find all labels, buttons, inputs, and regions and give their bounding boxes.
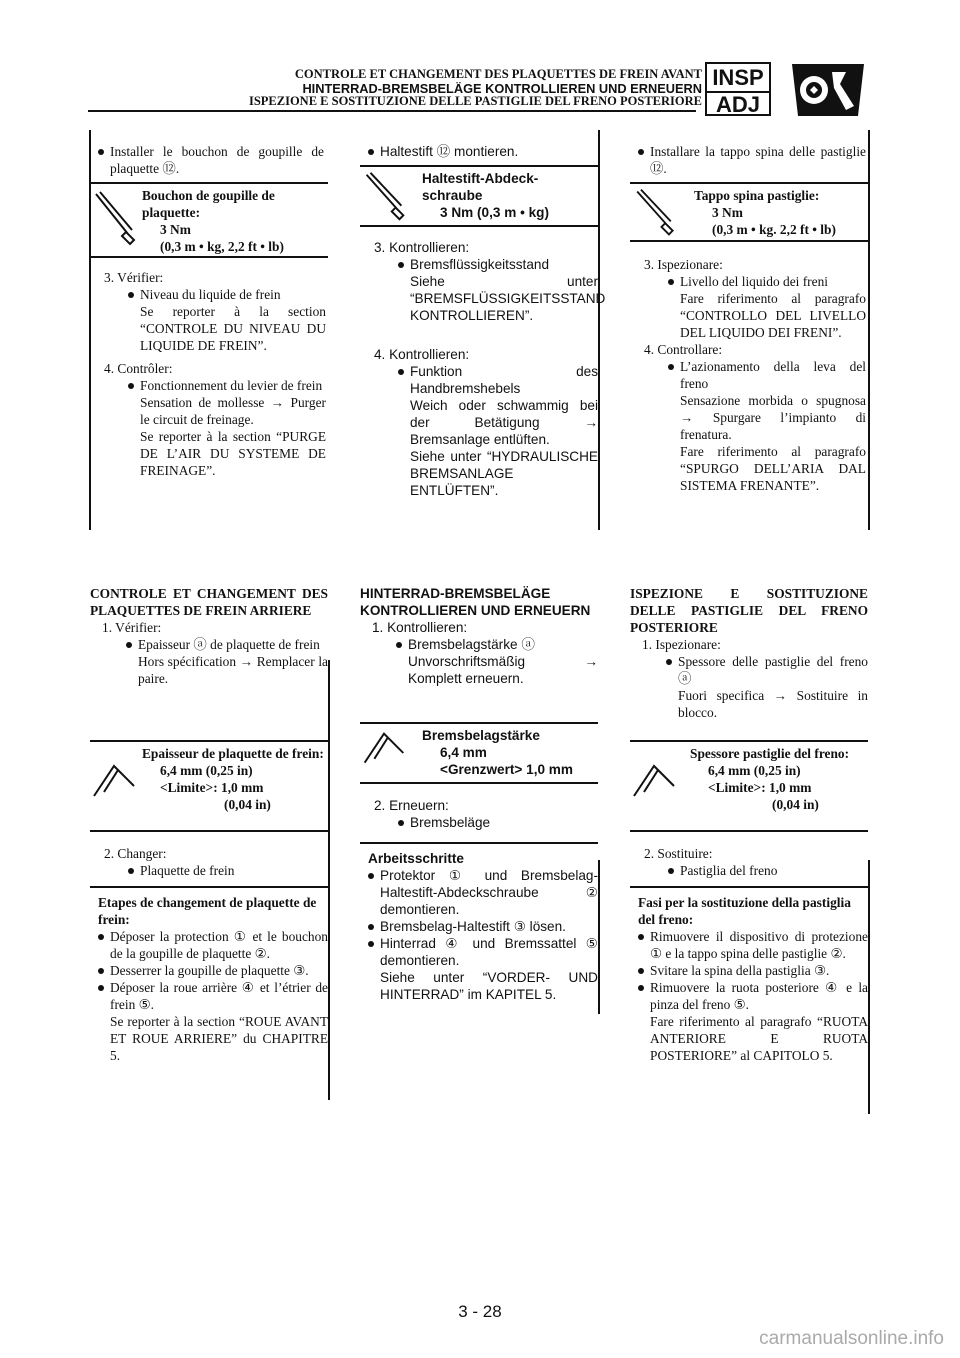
insp-adj-badge bbox=[705, 62, 771, 116]
fr-spec-torque bbox=[90, 182, 328, 258]
fr-rear-s1-bullet: Epaisseur ⓐ de plaquette de frein bbox=[126, 636, 328, 653]
fr-top-column bbox=[98, 143, 324, 177]
it-rear-spec-val2: <Limite>: 1,0 mm bbox=[708, 780, 812, 795]
de-proc-b3: Hinterrad ④ und Bremssattel ⑤ demontieren. bbox=[368, 935, 598, 969]
de-step3-title: 3. Kontrollieren: bbox=[374, 240, 470, 255]
tools-icon bbox=[788, 62, 868, 118]
it-rear-s1: 1. Ispezionare: bbox=[642, 637, 721, 652]
it-rear-s2: 2. Sostituire: bbox=[644, 846, 713, 861]
de-rear-s1-note: Unvorschriftsmäßig → Komplett erneuern. bbox=[408, 654, 598, 686]
fr-rear-s1-note: Hors spécification → Remplacer la paire. bbox=[138, 654, 328, 686]
de-top-column bbox=[368, 143, 594, 160]
de-spec-title: Haltestift-Abdeck-schraube bbox=[422, 171, 539, 203]
it-spec-torque bbox=[630, 182, 868, 242]
it-proc-ref: Fare riferimento al paragrafo “RUOTA ANTERIORE E RUOTA POSTERIORE” al CAPITOLO 5. bbox=[650, 1014, 868, 1063]
header-line-de: HINTERRAD-BREMSBELÄGE KONTROLLIEREN UND ERNEUERN bbox=[302, 80, 702, 96]
de-step3 bbox=[374, 239, 606, 499]
it-proc-b1: Rimuovere il dispositivo di protezione ① e la tappo spina delle pastiglie ②. bbox=[638, 928, 868, 962]
it-step4-ref: Fare riferimento al paragrafo “SPURGO DELL’ARIA DAL SISTEMA FRENANTE”. bbox=[680, 444, 866, 493]
fr-proc-b2: Desserrer la goupille de plaquette ③. bbox=[98, 962, 328, 979]
fr-rear-s2: 2. Changer: bbox=[104, 846, 167, 861]
de-rear-procedure bbox=[360, 842, 598, 1003]
fr-rear-section bbox=[90, 585, 328, 687]
fr-step4-note: Sensation de mollesse → Purger le circuit de freinage. bbox=[140, 395, 326, 427]
it-proc-b3: Rimuovere la ruota posteriore ④ e la pinza del freno ⑤. bbox=[638, 979, 868, 1013]
fr-step4-bullet: Fonctionnement du levier de frein bbox=[128, 377, 326, 394]
it-rear-s1-note: Fuori specifica → Sostituire in blocco. bbox=[678, 688, 868, 720]
col-bar-it-bot bbox=[868, 860, 870, 1114]
col-bar-fr-bot bbox=[328, 660, 330, 1100]
it-rear-procedure bbox=[630, 886, 868, 1064]
it-rear-spec-val1: 6,4 mm (0,25 in) bbox=[708, 763, 801, 778]
fr-rear-step2 bbox=[104, 845, 326, 879]
fr-rear-spec-val1: 6,4 mm (0,25 in) bbox=[160, 763, 253, 778]
it-spec-title: Tappo spina pastiglie: bbox=[694, 188, 820, 203]
col-bar-de-top bbox=[598, 130, 600, 530]
it-spec-val1: 3 Nm bbox=[712, 205, 743, 220]
it-rear-section bbox=[630, 585, 868, 721]
it-spec-val2: (0,3 m • kg. 2,2 ft • lb) bbox=[712, 222, 836, 237]
it-step4-bullet: L’azionamento della leva del freno bbox=[668, 358, 866, 392]
de-step4-ref: Siehe unter “HYDRAULISCHE BREMSANLAGE ENTLÜFTEN”. bbox=[410, 449, 598, 498]
de-rear-spec-val2: <Grenzwert> 1,0 mm bbox=[440, 762, 573, 777]
de-step3-ref: Siehe unter “BREMSFLÜSSIGKEITSSTAND KONTROLLIEREN”. bbox=[410, 274, 606, 323]
fr-rear-spec-val2: <Limite>: 1,0 mm bbox=[160, 780, 264, 795]
header-rule bbox=[88, 110, 696, 112]
caliper-icon bbox=[360, 724, 408, 782]
de-step4-title: 4. Kontrollieren: bbox=[374, 347, 470, 362]
it-step4-note: Sensazione morbida o spugnosa → Spurgare l’impianto di frenatura. bbox=[680, 393, 866, 442]
fr-step3-title: 3. Vérifier: bbox=[104, 270, 164, 285]
watermark: carmanualsonline.info bbox=[759, 1328, 944, 1349]
it-rear-s1-bullet: Spessore delle pastiglie del freno ⓐ bbox=[666, 653, 868, 687]
de-proc-ref: Siehe unter “VORDER- UND HINTERRAD” im KAPITEL 5. bbox=[380, 970, 598, 1002]
it-rear-title: ISPEZIONE E SOSTITUZIONE DELLE PASTIGLIE DEL FRENO POSTERIORE bbox=[630, 586, 868, 635]
torque-wrench-icon bbox=[630, 184, 678, 240]
de-rear-s1-bullet: Bremsbelagstärke ⓐ bbox=[396, 636, 598, 653]
torque-wrench-icon bbox=[90, 184, 138, 256]
it-rear-step2 bbox=[644, 845, 866, 879]
de-step4-bullet: Funktion des Handbremshebels bbox=[398, 363, 598, 397]
caliper-icon bbox=[630, 742, 678, 830]
fr-step4-ref: Se reporter à la section “PURGE DE L’AIR DU SYSTEME DE FREINAGE”. bbox=[140, 429, 326, 478]
fr-spec-val1: 3 Nm bbox=[160, 222, 191, 237]
page-number: 3 - 28 bbox=[458, 1302, 502, 1321]
fr-spec-title: Bouchon de goupille de plaquette: bbox=[142, 188, 275, 220]
it-rear-spec bbox=[630, 740, 868, 832]
fr-proc-b3: Déposer la roue arrière ④ et l’étrier de frein ⑤. bbox=[98, 979, 328, 1013]
fr-step3-bullet: Niveau du liquide de frein bbox=[128, 286, 326, 303]
badge-bottom: ADJ bbox=[707, 91, 769, 117]
fr-step3 bbox=[104, 269, 326, 479]
it-proc-b2: Svitare la spina della pastiglia ③. bbox=[638, 962, 868, 979]
it-bullet-install: Installare la tappo spina delle pastiglie ⑫. bbox=[638, 143, 866, 177]
de-rear-s1: 1. Kontrollieren: bbox=[372, 620, 468, 635]
fr-rear-s1: 1. Vérifier: bbox=[102, 620, 162, 635]
it-rear-s2-bullet: Pastiglia del freno bbox=[668, 862, 866, 879]
caliper-icon bbox=[90, 742, 138, 830]
col-bar-it-top bbox=[868, 130, 870, 530]
de-rear-step2 bbox=[374, 797, 596, 831]
fr-spec-val2: (0,3 m • kg, 2,2 ft • lb) bbox=[160, 239, 284, 254]
header-line-it: ISPEZIONE E SOSTITUZIONE DELLE PASTIGLIE DEL FRENO POSTERIORE bbox=[248, 94, 702, 108]
de-step4-note: Weich oder schwammig bei der Betätigung → Bremsanlage entlüften. bbox=[410, 398, 598, 447]
fr-bullet-install: Installer le bouchon de goupille de plaquette ⑫. bbox=[98, 143, 324, 177]
fr-step3-ref: Se reporter à la section “CONTROLE DU NIVEAU DU LIQUIDE DE FREIN”. bbox=[140, 304, 326, 353]
it-rear-spec-title: Spessore pastiglie del freno: bbox=[690, 746, 850, 761]
page-header bbox=[249, 68, 702, 109]
it-rear-spec-val3: (0,04 in) bbox=[772, 797, 819, 812]
fr-rear-spec-val3: (0,04 in) bbox=[224, 797, 271, 812]
it-step3 bbox=[644, 256, 866, 494]
de-step3-bullet: Bremsflüssigkeitsstand bbox=[398, 256, 598, 273]
torque-wrench-icon bbox=[360, 167, 408, 225]
de-spec-torque bbox=[360, 165, 598, 227]
fr-proc-b1: Déposer la protection ① et le bouchon de la goupille de plaquette ②. bbox=[98, 928, 328, 962]
de-rear-s2-bullet: Bremsbeläge bbox=[398, 814, 596, 831]
de-proc-b2: Bremsbelag-Haltestift ③ lösen. bbox=[368, 918, 598, 935]
it-step3-ref: Fare riferimento al paragrafo “CONTROLLO DEL LIVELLO DEL LIQUIDO DEI FRENI”. bbox=[680, 291, 866, 340]
fr-rear-spec bbox=[90, 740, 328, 832]
de-proc-title: Arbeitsschritte bbox=[368, 851, 464, 866]
it-top-column bbox=[638, 143, 866, 177]
it-step3-title: 3. Ispezionare: bbox=[644, 257, 723, 272]
de-bullet-install: Haltestift ⑫ montieren. bbox=[368, 143, 594, 160]
it-step4-title: 4. Controllare: bbox=[644, 342, 723, 357]
de-rear-section bbox=[360, 585, 598, 687]
fr-proc-ref: Se reporter à la section “ROUE AVANT ET ROUE ARRIERE” du CHAPITRE 5. bbox=[110, 1014, 328, 1063]
fr-rear-spec-title: Epaisseur de plaquette de frein: bbox=[142, 746, 324, 761]
fr-rear-title: CONTROLE ET CHANGEMENT DES PLAQUETTES DE FREIN ARRIERE bbox=[90, 586, 328, 618]
de-spec-val: 3 Nm (0,3 m • kg) bbox=[440, 205, 550, 220]
it-proc-title: Fasi per la sostituzione della pastiglia del freno: bbox=[638, 895, 851, 927]
fr-step4-title: 4. Contrôler: bbox=[104, 361, 173, 376]
fr-proc-title: Etapes de changement de plaquette de frein: bbox=[98, 895, 317, 927]
de-rear-spec-val1: 6,4 mm bbox=[440, 745, 487, 760]
col-bar-de-bot bbox=[598, 860, 600, 1014]
de-rear-spec bbox=[360, 722, 598, 784]
de-rear-spec-title: Bremsbelagstärke bbox=[422, 728, 540, 743]
badge-top: INSP bbox=[712, 65, 764, 90]
de-rear-title: HINTERRAD-BREMSBELÄGE KONTROLLIEREN UND ERNEUERN bbox=[360, 586, 591, 618]
fr-rear-s2-bullet: Plaquette de frein bbox=[128, 862, 326, 879]
fr-rear-procedure bbox=[90, 886, 328, 1064]
header-line-fr: CONTROLE ET CHANGEMENT DES PLAQUETTES DE FREIN AVANT bbox=[294, 67, 702, 81]
de-rear-s2: 2. Erneuern: bbox=[374, 798, 449, 813]
de-proc-b1: Protektor ① und Bremsbelag-Haltestift-Abdeckschraube ② demontieren. bbox=[368, 867, 598, 918]
it-step3-bullet: Livello del liquido dei freni bbox=[668, 273, 866, 290]
